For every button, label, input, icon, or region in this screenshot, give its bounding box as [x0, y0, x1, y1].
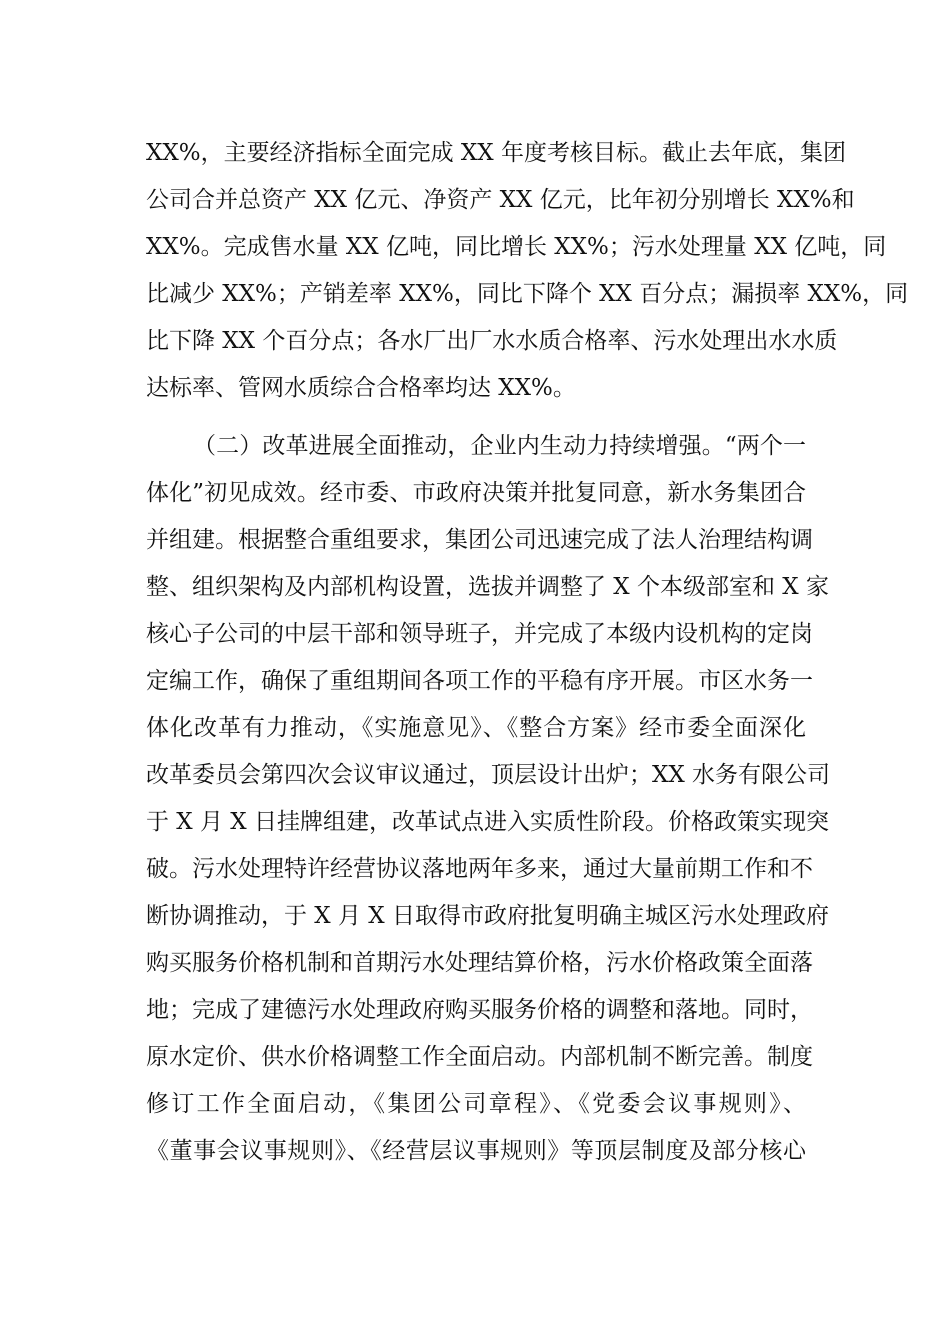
paragraph-1-line-5: 比下降 XX 个百分点；各水厂出厂水水质合格率、污水处理出水水质 — [146, 328, 838, 354]
paragraph-2-line-14: 原水定价、供水价格调整工作全面启动。内部机制不断完善。制度 — [146, 1044, 813, 1070]
paragraph-2-line-5: 核心子公司的中层干部和领导班子，并完成了本级内设机构的定岗 — [146, 621, 813, 647]
paragraph-2-line-4: 整、组织架构及内部机构设置，选拔并调整了 X 个本级部室和 X 家 — [146, 574, 829, 600]
paragraph-2-line-15: 修订工作全面启动，《集团公司章程》、《党委会议事规则》、 — [146, 1091, 806, 1117]
paragraph-2-line-1: （二）改革进展全面推动，企业内生动力持续增强。“两个一 — [193, 433, 806, 459]
paragraph-2-line-9: 于 X 月 X 日挂牌组建，改革试点进入实质性阶段。价格政策实现突 — [146, 809, 829, 835]
paragraph-2-line-2: 体化”初见成效。经市委、市政府决策并批复同意，新水务集团合 — [146, 480, 806, 506]
paragraph-2-line-10: 破。污水处理特许经营协议落地两年多来，通过大量前期工作和不 — [146, 856, 813, 882]
paragraph-1-line-1: XX%，主要经济指标全面完成 XX 年度考核目标。截止去年底，集团 — [146, 140, 846, 166]
paragraph-2-line-12: 购买服务价格机制和首期污水处理结算价格，污水价格政策全面落 — [146, 950, 813, 976]
paragraph-2-line-7: 体化改革有力推动，《实施意见》、《整合方案》经市委全面深化 — [146, 715, 806, 741]
paragraph-2-line-6: 定编工作，确保了重组期间各项工作的平稳有序开展。市区水务一 — [146, 668, 813, 694]
paragraph-1-line-6: 达标率、管网水质综合合格率均达 XX%。 — [146, 375, 576, 401]
paragraph-2-line-13: 地；完成了建德污水处理政府购买服务价格的调整和落地。同时， — [146, 997, 813, 1023]
paragraph-2-line-3: 并组建。根据整合重组要求，集团公司迅速完成了法人治理结构调 — [146, 527, 813, 553]
paragraph-2-line-11: 断协调推动，于 X 月 X 日取得市政府批复明确主城区污水处理政府 — [146, 903, 829, 929]
paragraph-2-line-8: 改革委员会第四次会议审议通过，顶层设计出炉；XX 水务有限公司 — [146, 762, 831, 788]
paragraph-1-line-4: 比减少 XX%；产销差率 XX%，同比下降个 XX 百分点；漏损率 XX%，同 — [146, 281, 909, 307]
paragraph-1-line-3: XX%。完成售水量 XX 亿吨，同比增长 XX%；污水处理量 XX 亿吨，同 — [146, 234, 887, 260]
paragraph-1-line-2: 公司合并总资产 XX 亿元、净资产 XX 亿元，比年初分别增长 XX%和 — [146, 187, 855, 213]
paragraph-2-line-16: 《董事会议事规则》、《经营层议事规则》等顶层制度及部分核心 — [146, 1138, 806, 1164]
